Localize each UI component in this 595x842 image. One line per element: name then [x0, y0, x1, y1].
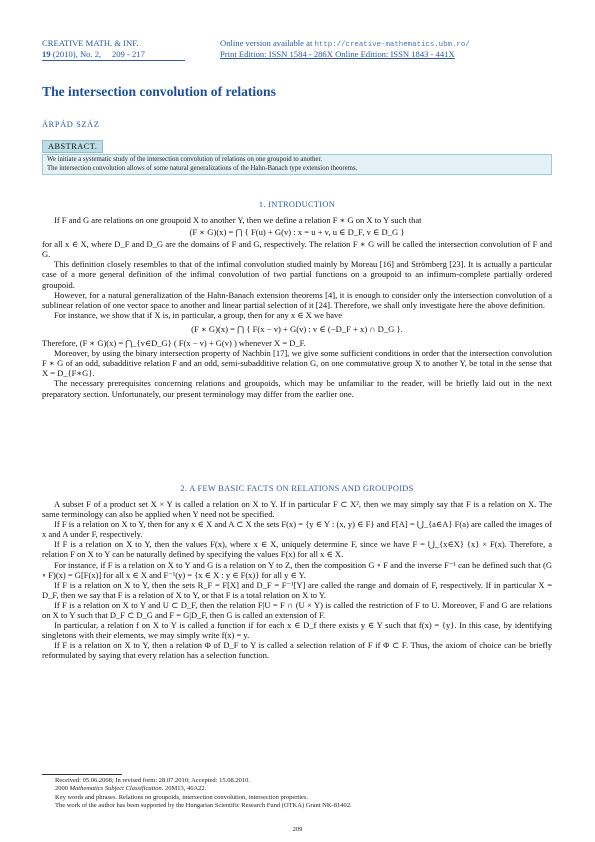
- online-version: Online version available at http://creative-mathematics.ubm.ro/: [220, 38, 470, 49]
- funding-note: The work of the author has been supported by the Hungarian Scientific Research Fund (OTKA) Grant NK-81402.: [55, 802, 352, 810]
- equation-1: (F ∗ G)(x) = ⋂ { F(u) + G(v) : x = u + v, u ∈ D_F, v ∈ D_G }: [189, 227, 405, 238]
- paragraph: The necessary prerequisites concerning relations and groupoids, which may be unfamiliar to the reader, will be briefly laid out in the next preparatory section. Unfortunately, our present terminology may differ from the earlier one.: [42, 378, 552, 399]
- section1-body: [42, 215, 552, 399]
- received-dates: Received: 05.06.2008; In revised form: 28.07.2010; Accepted: 15.08.2010.: [55, 777, 250, 784]
- paragraph: If F is a relation on X to Y, then a relation Φ of D_F to Y is called a selection relation of F if Φ ⊂ F. Thus, the axiom of choice can be briefly reformulated by saying that every relation has a selection function.: [42, 640, 552, 661]
- volume-number: 19: [42, 49, 51, 59]
- abstract-box: [42, 154, 552, 175]
- keywords: Key words and phrases. Relations on groupoids, intersection convolution, intersection properties.: [55, 793, 309, 801]
- paragraph: For instance, if F is a relation on X to Y and G is a relation on Y to Z, then the composition G ∘ F and the inverse F⁻¹ can be defined such that (G ∘ F)(x) = G[F(x)] for all x ∈ X and F⁻¹(y) = {x ∈ X : y ∈ F(x)} for all y ∈ Y.: [42, 559, 552, 580]
- header-rule: [42, 60, 185, 61]
- print-edition: Print Edition: ISSN 1584 - 286X Online Edition: ISSN 1843 - 441X: [220, 49, 455, 59]
- page-range: 209 - 217: [111, 49, 145, 59]
- footnote-rule: [42, 774, 122, 775]
- footnotes: [55, 777, 545, 811]
- equation-2: (F ∗ G)(x) = ⋂ { F(x − v) + G(v) : v ∈ (−D_F + x) ∩ D_G }.: [191, 323, 403, 334]
- paragraph: If F is a relation on X to Y, then the values F(x), where x ∈ X, uniquely determine F, since we have F = ⋃_{x∈X} {x} × F(x). Therefore, a relation F on X to Y can be naturally defined by specifying the values F(x) for all x ∈ X.: [42, 539, 552, 560]
- section2-body: [42, 499, 552, 661]
- section-heading-basic-facts: 2. A FEW BASIC FACTS ON RELATIONS AND GROUPOIDS: [180, 484, 414, 493]
- paragraph: If F is a relation on X to Y and U ⊂ D_F, then the relation F|U = F ∩ (U × Y) is called the restriction of F to U. Moreover, F and G are relations on X to Y such that D_F ⊂ D_G and F = G|D_F, then G is called an extension of F.: [42, 599, 552, 621]
- journal-name: CREATIVE MATH. & INF.: [42, 38, 139, 48]
- msc-classification: 2000 Mathematics Subject Classification. 20M13, 46A22.: [55, 785, 207, 793]
- abstract-line-1: We initiate a systematic study of the intersection convolution of relations on one groupoid to another.: [47, 156, 323, 163]
- author-name: ÁRPÁD SZÁZ: [42, 120, 100, 129]
- journal-volume: 19 (2010), No. 2, 209 - 217: [42, 49, 145, 59]
- abstract-line-2: The intersection convolution allows of some natural generalizations of the Hahn-Banach type extension theorems.: [47, 164, 358, 172]
- paragraph: For instance, we show that if X is, in particular, a group, then for any x ∈ X we have: [54, 309, 343, 320]
- paper-title: The intersection convolution of relations: [42, 84, 276, 99]
- paragraph: Moreover, by using the binary intersection property of Nachbin [17], we give some sufficient conditions in order that the intersection convolution F ∗ G of an odd, subadditive relation F and an odd, semi-subadditive relation G, on one commutative group X to another Y, be total in the sense that X = D_{F∗G}.: [42, 348, 552, 379]
- paragraph: for all x ∈ X, where D_F and D_G are the domains of F and G, respectively. The relation F ∗ G will be called the intersection convolution of F and G.: [42, 239, 552, 260]
- paragraph: If F and G are relations on one groupoid X to another Y, then we define a relation F ∗ G on X to Y such that: [54, 215, 422, 225]
- paragraph: This definition closely resembles to that of the infimal convolution studied mainly by Moreau [16] and Strömberg [23]. It is actually a particular case of a more general definition of the infimal convolution of two partial functions on a groupoid to an infimum-complete partially ordered groupoid.: [42, 259, 552, 290]
- paragraph: If F is a relation on X to Y, then the sets R_F = F[X] and D_F = F⁻¹[Y] are called the range and domain of F, respectively. If in particular X = D_F, then we say that F is a relation of X to Y, or that F is a total relation on X to Y.: [42, 579, 552, 600]
- section-heading-introduction: 1. INTRODUCTION: [258, 200, 336, 209]
- paragraph: In particular, a relation f on X to Y is called a function if for each x ∈ D_f there exists y ∈ Y such that f(x) = {y}. In this case, by identifying singletons with their elements, we may simply write f(x) = y.: [42, 620, 552, 641]
- page-number: 209: [292, 826, 303, 833]
- paragraph: Therefore, (F ∗ G)(x) = ⋂_{v∈D_G} ( F(x − v) + G(v) ) whenever X = D_F.: [42, 338, 306, 349]
- online-url-link[interactable]: http://creative-mathematics.ubm.ro/: [314, 41, 470, 49]
- paragraph: A subset F of a product set X × Y is called a relation on X to Y. If in particular F ⊂ X², then we may simply say that F is a relation on X. The same terminology can also be applied when Y need not be specified.: [42, 499, 552, 520]
- abstract-label: ABSTRACT.: [42, 140, 103, 153]
- paragraph: If F is a relation on X to Y, then for any x ∈ X and A ⊂ X the sets F(x) = {y ∈ Y : (x, y) ∈ F} and F[A] = ⋃_{a∈A} F(a) are called the images of x and A under F, respectively.: [42, 519, 552, 540]
- paragraph: However, for a natural generalization of the Hahn-Banach extension theorems [4], it is enough to consider only the intersection convolution of a sublinear relation of one vector space to another and linear partial selection of it [24]. Therefore, we shall only investigate here the above definition.: [42, 289, 552, 310]
